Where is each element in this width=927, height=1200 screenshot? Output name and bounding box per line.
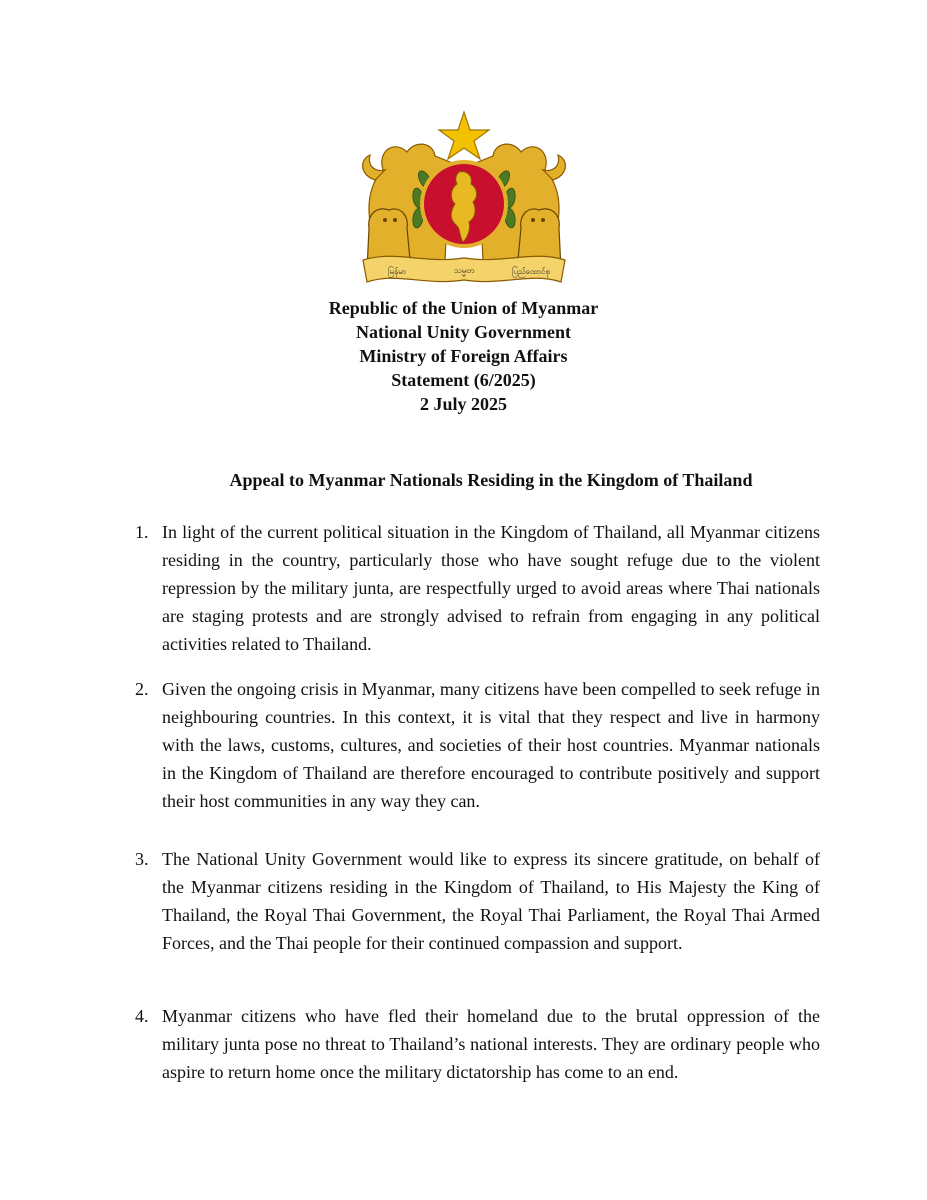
paragraph-text: In light of the current political situation in the Kingdom of Thailand, all Myanmar citizens residing in the country, particularly those who have sought refuge due to the violent repression by the military junta, are respectfully urged to avoid areas where Thai nationals are staging protests and are strongly advised to refrain from engaging in any political activities related to Thailand. [162,522,820,654]
header-government: National Unity Government [356,322,571,342]
scroll-text-center: သမ္မတ [453,266,475,275]
paragraph-number: 1. [135,522,149,542]
paragraph-1 [135,518,820,658]
header-date: 2 July 2025 [419,394,507,414]
state-emblem-icon [355,110,573,288]
header-republic: Republic of the Union of Myanmar [328,298,599,318]
statement-title: Appeal to Myanmar Nationals Residing in the Kingdom of Thailand [229,470,753,490]
paragraph-text: Myanmar citizens who have fled their homeland due to the brutal oppression of the military junta pose no threat to Thailand’s national interests. They are ordinary people who aspire to return home once the military dictatorship has come to an end. [162,1006,820,1082]
paragraph-number: 2. [135,679,149,699]
header-statement-number: Statement (6/2025) [391,370,536,390]
paragraph-number: 4. [135,1006,149,1026]
paragraph-number: 3. [135,849,149,869]
paragraph-3 [135,845,820,957]
scroll-text-left: မြန်မာ [388,267,406,276]
star-icon [439,112,489,159]
paragraph-4 [135,1002,820,1086]
statement-header [0,296,927,416]
paragraph-text: Given the ongoing crisis in Myanmar, many citizens have been compelled to seek refuge in neighbouring countries. In this context, it is vital that they respect and live in harmony with the laws, customs, cultures, and societies of their host countries. Myanmar nationals in the Kingdom of Thailand are therefore encouraged to contribute positively and support their host communities in any way they can. [162,679,820,811]
paragraph-text: The National Unity Government would like to express its sincere gratitude, on behalf of the Myanmar citizens residing in the Kingdom of Thailand, to His Majesty the King of Thailand, the Royal Thai Government, the Royal Thai Parliament, the Royal Thai Armed Forces, and the Thai people for their continued compassion and support. [162,849,820,953]
paragraph-2 [135,675,820,815]
scroll-text-right: ပြည်ထောင်စု [512,267,550,276]
header-ministry: Ministry of Foreign Affairs [359,346,568,366]
